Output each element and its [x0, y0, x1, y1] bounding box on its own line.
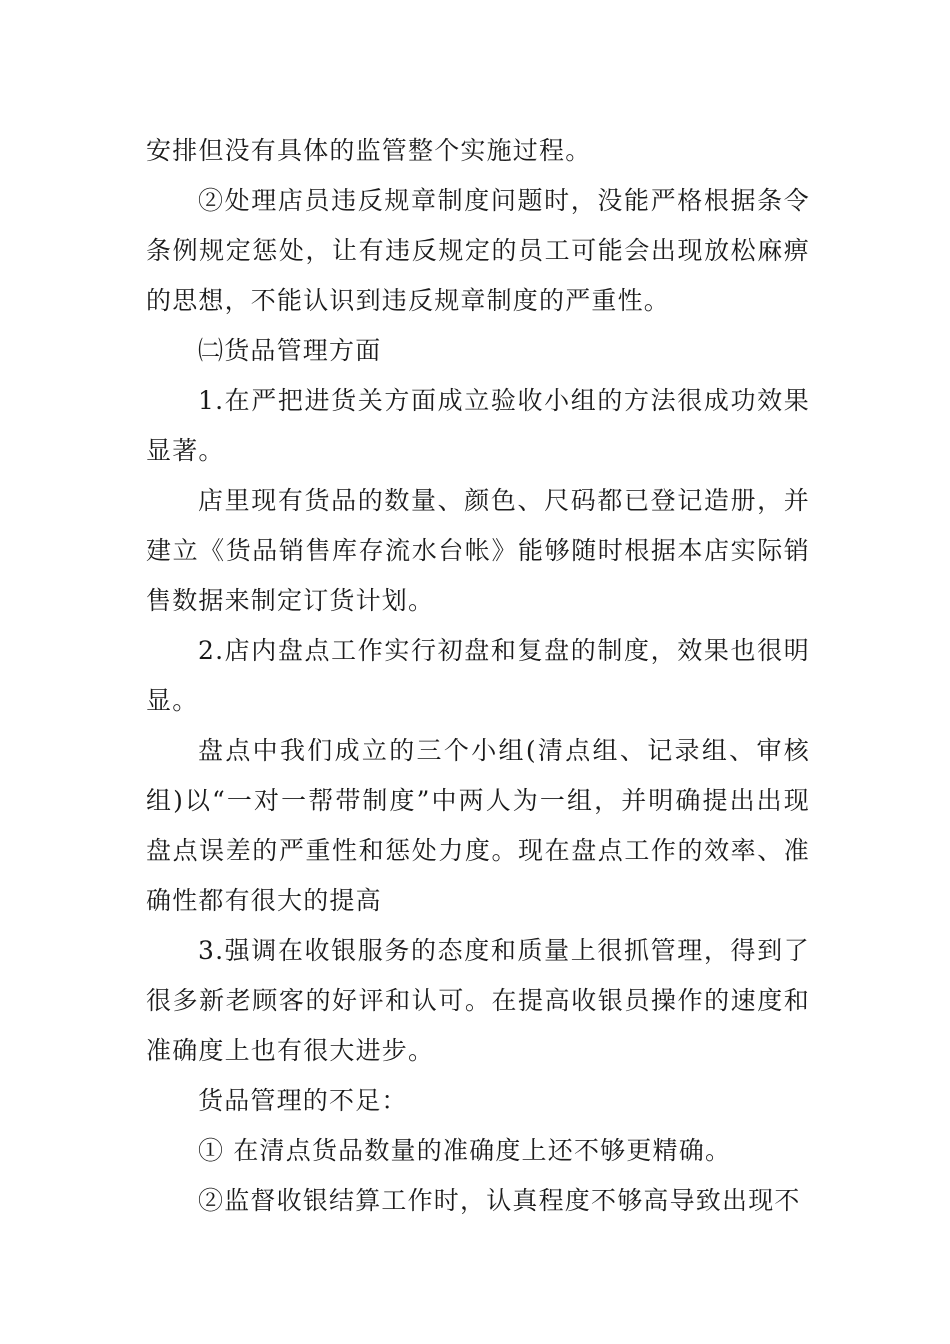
paragraph-4: 1.在严把进货关方面成立验收小组的方法很成功效果显著。 — [146, 386, 810, 465]
paragraph-6: 2.店内盘点工作实行初盘和复盘的制度，效果也很明显。 — [146, 636, 810, 715]
paragraph-10: ① 在清点货品数量的准确度上还不够更精确。 — [198, 1136, 732, 1165]
document-body — [146, 126, 810, 1226]
paragraph-11: ②监督收银结算工作时，认真程度不够高导致出现不 — [198, 1186, 801, 1215]
subheading-shortcomings: 货品管理的不足： — [198, 1086, 408, 1115]
paragraph-2: ②处理店员违反规章制度问题时，没能严格根据条令条例规定惩处，让有违反规定的员工可能会出现放松麻痹的思想，不能认识到违反规章制度的严重性。 — [146, 186, 810, 315]
paragraph-8: 3.强调在收银服务的态度和质量上很抓管理，得到了很多新老顾客的好评和认可。在提高收银员操作的速度和准确度上也有很大进步。 — [146, 936, 810, 1065]
section-heading-goods-management: ㈡货品管理方面 — [198, 336, 382, 365]
paragraph-5: 店里现有货品的数量、颜色、尺码都已登记造册，并建立《货品销售库存流水台帐》能够随时根据本店实际销售数据来制定订货计划。 — [146, 486, 810, 615]
paragraph-1: 安排但没有具体的监管整个实施过程。 — [146, 136, 592, 165]
paragraph-7: 盘点中我们成立的三个小组(清点组、记录组、审核组)以“一对一帮带制度”中两人为一组，并明确提出出现盘点误差的严重性和惩处力度。现在盘点工作的效率、准确性都有很大的提高 — [146, 736, 810, 915]
